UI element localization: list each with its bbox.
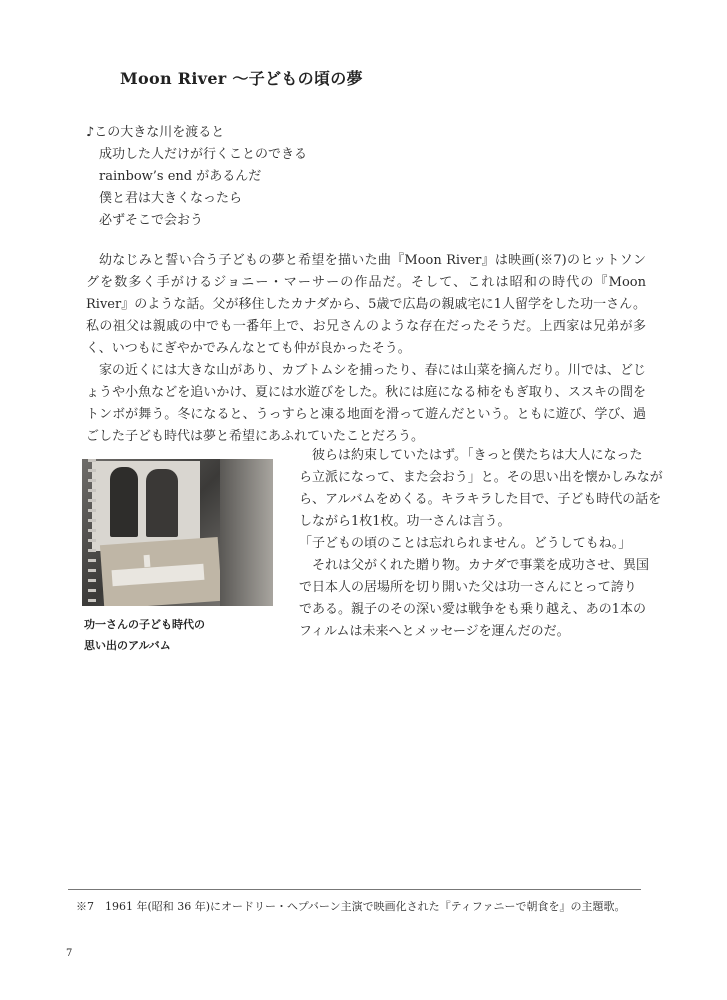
right-column-line: である。親子のその深い愛は戦争をも乗り越え、あの1本の xyxy=(299,602,647,617)
lyric-line: rainbow’s end があるんだ xyxy=(99,169,262,184)
lyric-line: 必ずそこで会おう xyxy=(99,213,204,228)
footnote: ※7 1961 年(昭和 36 年)にオードリー・ヘプバーン主演で映画化された『ティファニーで朝食を』の主題歌。 xyxy=(76,900,626,913)
right-column-line: 「子どもの頃のことは忘れられません。どうしてもね。」 xyxy=(299,536,632,551)
ship-funnel xyxy=(144,555,151,567)
album-binding-rings xyxy=(88,459,96,606)
body-paragraph-2: 家の近くには大きな山があり、カブトムシを捕ったり、春には山菜を摘んだり。川では、どじょうや小魚などを追いかけ、夏には水遊びをした。秋には庭になる柿をもぎ取り、ススキの間をトンボが舞う。冬になると、うっすらと凍る地面を滑って遊んだという。ともに遊び、学び、過ごした子ども時代は夢と希望にあふれていたことだろう。 xyxy=(86,363,646,444)
lyric-line: 成功した人だけが行くことのできる xyxy=(99,147,308,162)
photo-figure-right xyxy=(146,469,178,537)
right-column-line: しながら1枚1枚。功一さんは言う。 xyxy=(299,514,511,529)
photo-background xyxy=(220,459,273,606)
right-column-line: フィルムは未来へとメッセージを運んだのだ。 xyxy=(299,624,570,639)
right-column-line: 彼らは約束していたはず。「きっと僕たちは大人になった xyxy=(312,448,643,463)
right-column-line: それは父がくれた贈り物。カナダで事業を成功させ、異国 xyxy=(312,558,649,573)
body-paragraph-1: 幼なじみと誓い合う子どもの夢と希望を描いた曲『Moon River』は映画(※7)のヒットソングを数多く手がけるジョニー・マーサーの作品だ。そして、これは昭和の時代の『Moon River』のような話。父が移住したカナダから、5歳で広島の親戚宅に1人留学をした功一さん。私の祖父は親戚の中でも一番年上で、お兄さんのような存在だったそうだ。上西家は兄弟が多く、いつもにぎやかでみんなとても仲が良かったそう。 xyxy=(86,253,646,356)
album-photo xyxy=(82,459,273,606)
right-column-line: ら、アルバムをめくる。キラキラした目で、子ども時代の話を xyxy=(299,492,662,507)
lyric-line: ♪この大きな川を渡ると xyxy=(86,125,225,140)
photo-figure-left xyxy=(110,467,138,537)
lyrics-block xyxy=(86,122,307,232)
right-column-line: で日本人の居場所を切り開いた父は功一さんにとって誇り xyxy=(299,580,637,595)
right-column-line: ら立派になって、また会おう」と。その思い出を懐かしみなが xyxy=(299,470,663,485)
footnote-divider xyxy=(68,889,641,890)
right-column-text xyxy=(299,445,663,643)
photo-caption xyxy=(84,614,205,656)
page-number: 7 xyxy=(66,948,73,959)
caption-line: 思い出のアルバム xyxy=(84,639,171,652)
page-title: Moon River ～子どもの頃の夢 xyxy=(120,69,363,88)
caption-line: 功一さんの子ども時代の xyxy=(84,618,205,631)
lyric-line: 僕と君は大きくなったら xyxy=(99,191,243,206)
